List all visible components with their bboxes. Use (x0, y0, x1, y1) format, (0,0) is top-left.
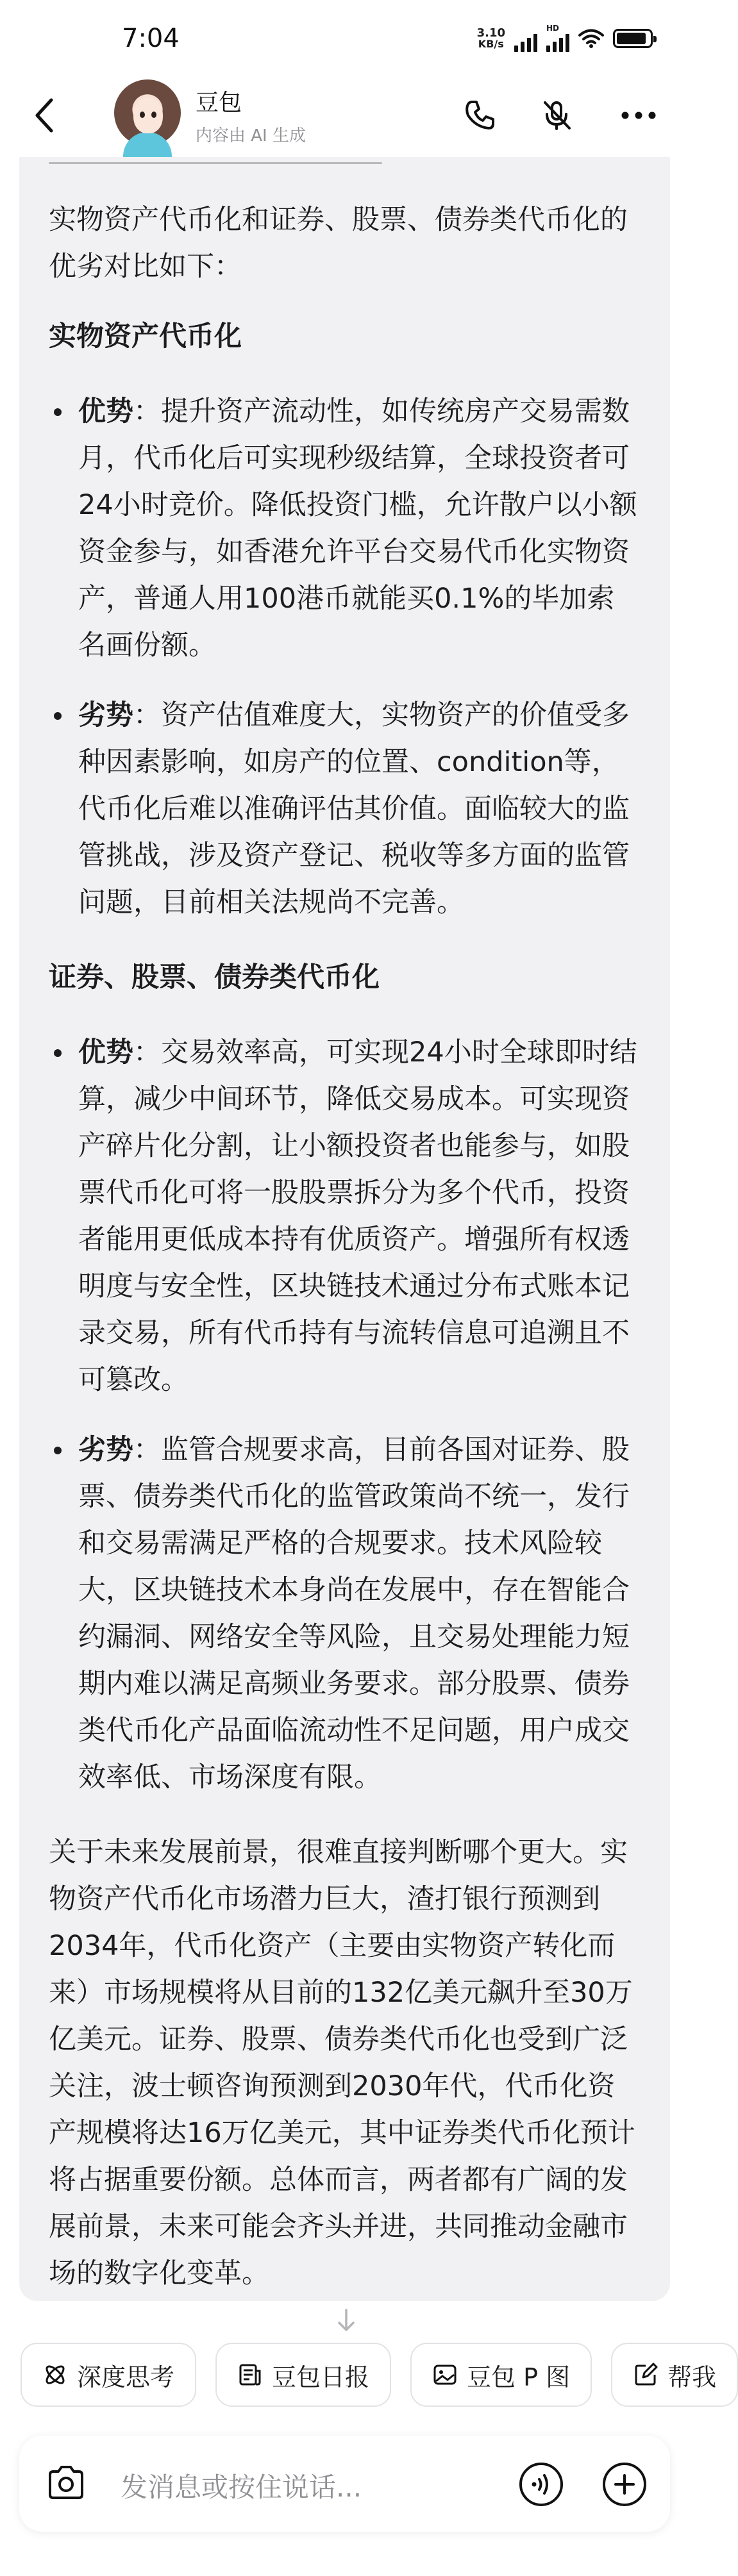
signal-hd-icon (546, 24, 569, 52)
message-input[interactable]: 发消息或按住说话... (121, 2472, 362, 2503)
avatar[interactable] (114, 79, 181, 146)
arrow-down-icon (337, 2307, 356, 2333)
bullet-physical-advantage (49, 388, 638, 669)
bullet-text: ：监管合规要求高，目前各国对证券、股票、债券类代币化的监管政策尚不统一，发行和交易需满足严格的合规要求。技术风险较大，区块链技术本身尚在发展中，存在智能合约漏洞、网络安全等风险，且交易处理能力短期内难以满足高频业务要求。部分股票、债券类代币化产品面临流动性不足问题，用户成交效率低、市场深度有限。 (78, 1434, 630, 1793)
status-bar (0, 0, 692, 77)
add-attachment-button[interactable] (601, 2461, 648, 2510)
wifi-icon (578, 28, 604, 49)
network-speed-unit: KB/s (478, 38, 504, 50)
chat-header (0, 77, 692, 154)
bullet-physical-disadvantage (49, 692, 638, 926)
bullet-securities-disadvantage (49, 1427, 638, 1801)
bullet-securities-advantage (49, 1029, 638, 1404)
camera-icon (46, 2464, 86, 2502)
chip-deep-think[interactable] (21, 2343, 196, 2407)
chip-label: 豆包日报 (272, 2363, 370, 2391)
bullet-label: 劣势 (78, 699, 133, 731)
phone-call-button[interactable] (460, 96, 499, 135)
more-options-button[interactable] (619, 96, 658, 135)
chip-label: 豆包 P 图 (467, 2363, 571, 2391)
signal-icon (514, 34, 537, 52)
atom-icon (42, 2362, 68, 2388)
battery-icon (613, 29, 653, 48)
section-heading-physical-assets: 实物资产代币化 (49, 320, 242, 353)
network-speed-value: 3.10 (476, 26, 505, 40)
chevron-left-icon (32, 96, 58, 135)
bullet-label: 优势 (78, 395, 133, 428)
muted-audio-icon (540, 99, 573, 132)
plus-circle-icon (601, 2461, 648, 2507)
message-input-bar (19, 2436, 670, 2532)
chip-label: 帮我 (667, 2363, 717, 2391)
bullet-label: 优势 (78, 1036, 133, 1068)
header-title: 豆包 (196, 90, 242, 116)
header-subtitle: 内容由 AI 生成 (196, 126, 306, 145)
bullet-text: ：交易效率高，可实现24小时全球即时结算，减少中间环节，降低交易成本。可实现资产碎片化分割，让小额投资者也能参与，如股票代币化可将一股股票拆分为多个代币，投资者能用更低成本持有优质资产。增强所有权透明度与安全性，区块链技术通过分布式账本记录交易，所有代币持有与流转信息可追溯且不可篡改。 (78, 1036, 637, 1396)
status-time: 7:04 (122, 24, 180, 53)
chip-label: 深度思考 (77, 2363, 175, 2391)
battery-fill (617, 33, 646, 44)
assistant-message-bubble (19, 157, 670, 2301)
more-dots-icon (621, 111, 657, 120)
voice-wave-icon (518, 2461, 564, 2507)
phone-icon (463, 99, 496, 132)
status-icons (477, 25, 653, 52)
voice-mute-button[interactable] (537, 96, 576, 135)
news-icon (237, 2362, 263, 2388)
quick-action-chips (21, 2343, 738, 2407)
camera-button[interactable] (46, 2464, 86, 2504)
network-speed (477, 28, 505, 49)
header-info[interactable] (196, 85, 306, 146)
chip-daily-news[interactable] (215, 2343, 391, 2407)
image-edit-icon (432, 2362, 458, 2388)
chip-image-edit[interactable] (410, 2343, 592, 2407)
message-conclusion: 关于未来发展前景，很难直接判断哪个更大。实物资产代币化市场潜力巨大，渣打银行预测到2034年，代币化资产（主要由实物资产转化而来）市场规模将从目前的132亿美元飙升至30万亿美元。证券、股票、债券类代币化也受到广泛关注，波士顿咨询预测到2030年代，代币化资产规模将达16万亿美元，其中证券类代币化预计将占据重要份额。总体而言，两者都有广阔的发展前景，未来可能会齐头并进，共同推动金融市场的数字化变革。 (49, 1836, 635, 2289)
bullet-text: ：提升资产流动性，如传统房产交易需数月，代币化后可实现秒级结算，全球投资者可24小时竞价。降低投资门槛，允许散户以小额资金参与，如香港允许平台交易代币化实物资产，普通人用100港币就能买0.1%的毕加索名画份额。 (78, 395, 637, 661)
scroll-to-bottom-button[interactable] (333, 2307, 359, 2333)
edit-icon (633, 2362, 658, 2388)
section-heading-securities: 证券、股票、债券类代币化 (49, 961, 380, 993)
message-intro: 实物资产代币化和证券、股票、债券类代币化的优劣对比如下： (49, 204, 628, 283)
back-button[interactable] (26, 96, 64, 135)
bullet-label: 劣势 (78, 1434, 133, 1466)
clipped-previous-line (49, 157, 382, 166)
bullet-text: ：资产估值难度大，实物资产的价值受多种因素影响，如房产的位置、condition等，代币化后难以准确评估其价值。面临较大的监管挑战，涉及资产登记、税收等多方面的监管问题，目前相关法规尚不完善。 (78, 699, 630, 918)
signal-hd-label: HD (546, 24, 560, 33)
chip-help-me[interactable] (611, 2343, 738, 2407)
voice-input-button[interactable] (518, 2461, 564, 2510)
